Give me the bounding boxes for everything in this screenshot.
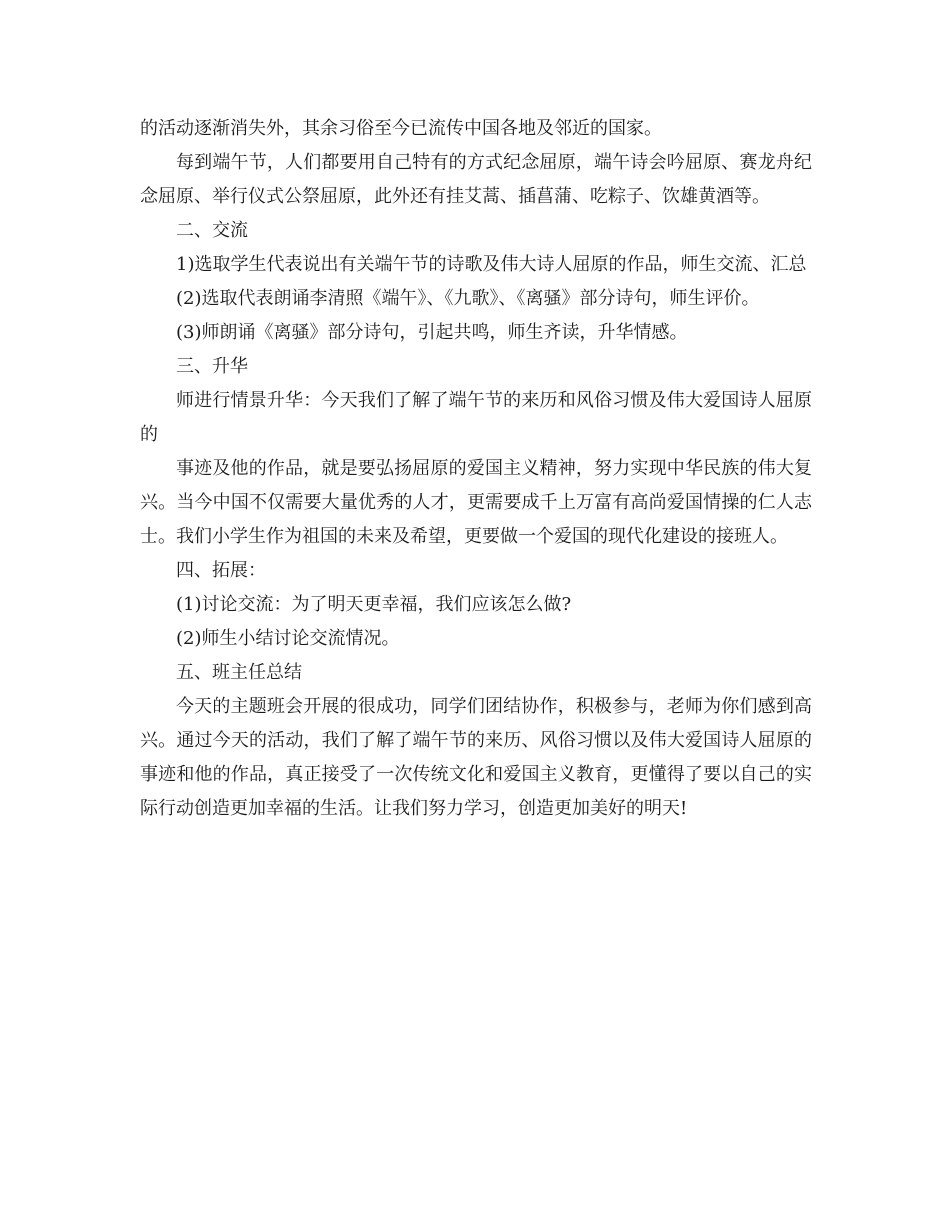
list-item-3: (3)师朗诵《离骚》部分诗句，引起共鸣，师生齐读，升华情感。 [176,322,688,343]
paragraph-continuation: 的活动逐渐消失外，其余习俗至今已流传中国各地及邻近的国家。 [140,118,662,139]
extension-item-1: (1)讨论交流：为了明天更幸福，我们应该怎么做? [176,594,572,615]
section-heading-extension: 四、拓展： [176,560,266,581]
paragraph-sublimation-body: 事迹及他的作品，就是要弘扬屈原的爱国主义精神，努力实现中华民族的伟大复兴。当今中国不仅需要大量优秀的人才，更需要成千上万富有高尚爱国情操的仁人志士。我们小学生作为祖国的未来及希望，更要做一个爱国的现代化建设的接班人。 [140,458,812,547]
extension-item-2: (2)师生小结讨论交流情况。 [176,628,400,649]
section-heading-summary: 五、班主任总结 [176,662,302,683]
section-heading-sublimation: 三、升华 [176,356,248,377]
paragraph-summary: 今天的主题班会开展的很成功，同学们团结协作，积极参与，老师为你们感到高兴。通过今天的活动，我们了解了端午节的来历、风俗习惯以及伟大爱国诗人屈原的事迹和他的作品，真正接受了一次传统文化和爱国主义教育，更懂得了要以自己的实际行动创造更加幸福的生活。让我们努力学习，创造更加美好的明天! [140,696,812,819]
document-body [140,112,812,826]
paragraph-commemoration: 每到端午节，人们都要用自己特有的方式纪念屈原，端午诗会吟屈原、赛龙舟纪念屈原、举行仪式公祭屈原，此外还有挂艾蒿、插菖蒲、吃粽子、饮雄黄酒等。 [140,152,812,207]
paragraph-sublimation-intro: 师进行情景升华：今天我们了解了端午节的来历和风俗习惯及伟大爱国诗人屈原的 [140,390,812,445]
list-item-1: 1)选取学生代表说出有关端午节的诗歌及伟大诗人屈原的作品，师生交流、汇总 [176,254,807,275]
section-heading-exchange: 二、交流 [176,220,248,241]
list-item-2: (2)选取代表朗诵李清照《端午》、《九歌》、《离骚》部分诗句，师生评价。 [176,288,760,309]
